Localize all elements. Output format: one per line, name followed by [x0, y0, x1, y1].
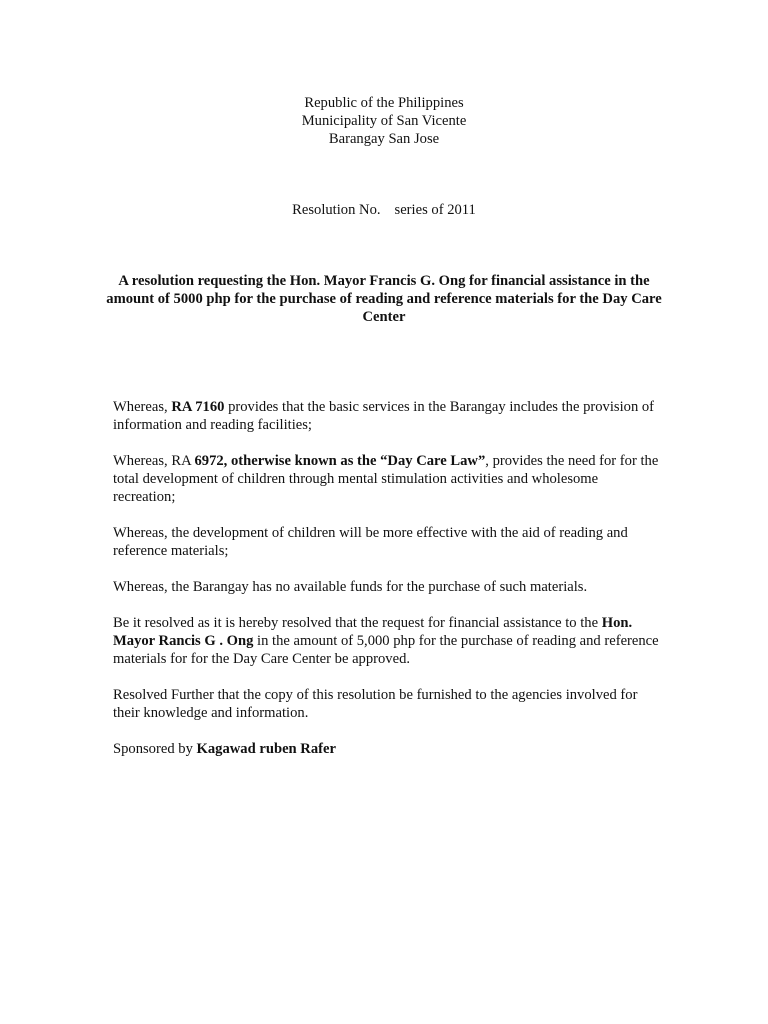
clause-emphasis: Hon. Mayor Rancis G . Ong: [113, 615, 633, 649]
resolved-further-clause: [113, 686, 661, 722]
sponsor-name: Kagawad ruben Rafer: [196, 741, 336, 757]
clause-text: provides that the basic services in the Barangay includes the provision of information and reading facilities;: [113, 399, 655, 433]
clause-text: Whereas, RA: [113, 453, 195, 469]
sponsor-label: Sponsored by: [113, 741, 197, 757]
letterhead: [0, 94, 768, 148]
resolution-title: A resolution requesting the Hon. Mayor Francis G. Ong for financial assistance in the amount of 5000 php for the purchase of reading and reference materials for the Day Care Center: [106, 273, 662, 325]
whereas-clause-4: [113, 578, 661, 596]
whereas-clause-3: [113, 524, 661, 560]
clause-text: Be it resolved as it is hereby resolved that the request for financial assistance to the: [113, 615, 602, 631]
resolution-body: [113, 398, 661, 776]
clause-text: Whereas,: [113, 399, 172, 415]
clause-emphasis: RA 7160: [171, 399, 225, 415]
whereas-clause-1: [113, 398, 661, 434]
header-country: Republic of the Philippines: [304, 95, 464, 111]
resolution-series: series of 2011: [394, 202, 476, 218]
resolution-number-label: Resolution No.: [292, 202, 381, 218]
clause-text: , provides the need for for the total development of children through mental stimulation activities and wholesome recreation;: [113, 453, 659, 505]
clause-text: Whereas, the Barangay has no available funds for the purchase of such materials.: [113, 579, 588, 595]
sponsor-line: [113, 740, 661, 758]
clause-emphasis: 6972, otherwise known as the “Day Care Law”: [194, 453, 486, 469]
resolved-clause: [113, 614, 661, 668]
header-municipality: Municipality of San Vicente: [301, 113, 467, 129]
resolution-number-line: [0, 201, 768, 219]
clause-text: Resolved Further that the copy of this resolution be furnished to the agencies involved for their knowledge and information.: [113, 687, 638, 721]
whereas-clause-2: [113, 452, 661, 506]
header-barangay: Barangay San Jose: [328, 131, 440, 147]
clause-text: Whereas, the development of children will be more effective with the aid of reading and reference materials;: [113, 525, 628, 559]
clause-text: in the amount of 5,000 php for the purchase of reading and reference materials for for the Day Care Center be approved.: [113, 633, 659, 667]
